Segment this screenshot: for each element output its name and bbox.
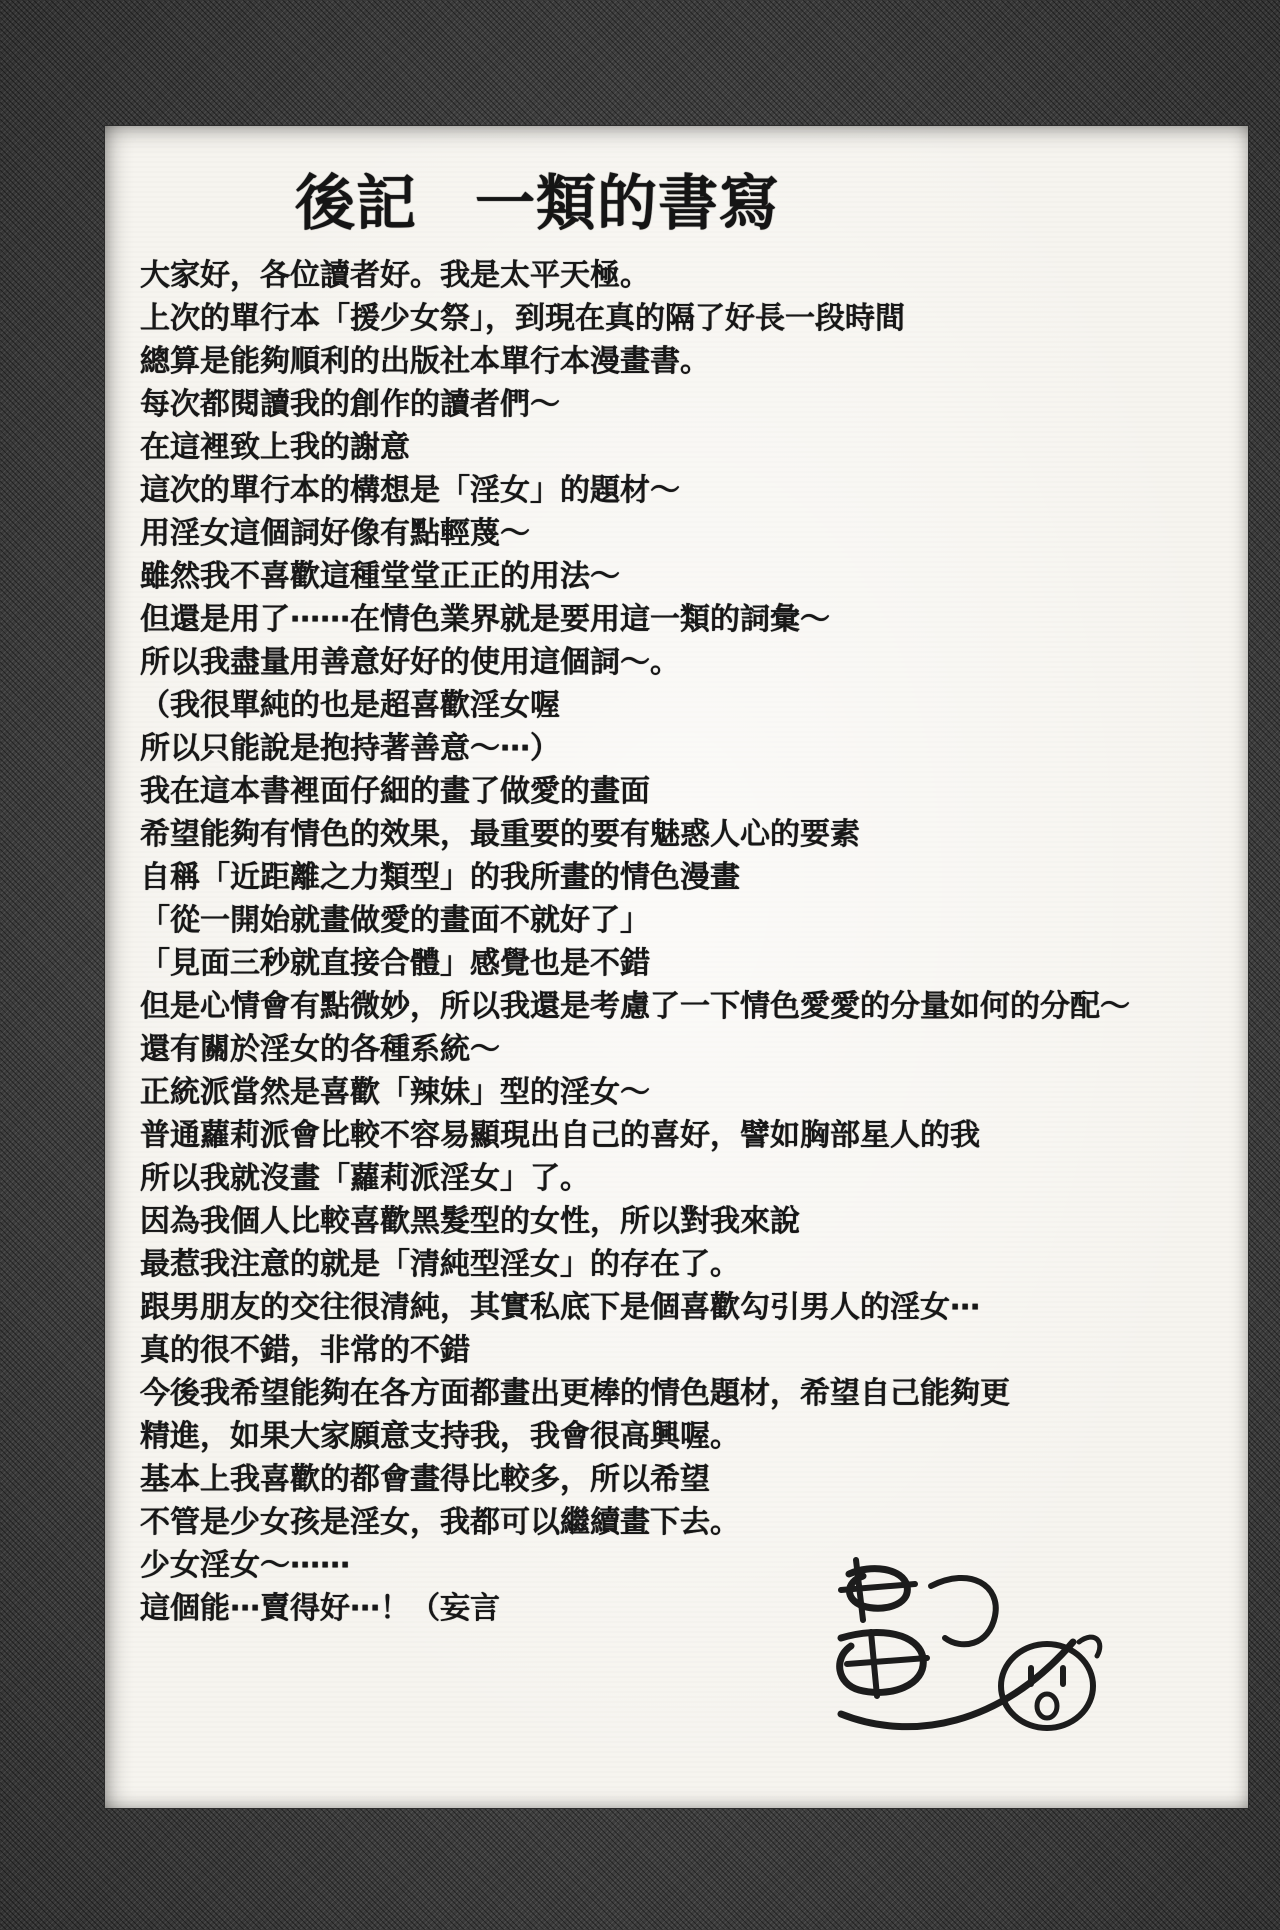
text-line: 真的很不錯，非常的不錯 [140,1333,470,1368]
text-line: 普通蘿莉派會比較不容易顯現出自己的喜好，譬如胸部星人的我 [140,1118,980,1153]
text-line: 跟男朋友的交往很清純，其實私底下是個喜歡勾引男人的淫女⋯ [140,1290,980,1325]
text-line: 每次都閱讀我的創作的讀者們～ [140,387,560,422]
text-line: 希望能夠有情色的效果，最重要的要有魅惑人心的要素 [140,817,860,852]
afterword-text [140,254,1235,1630]
text-line: 但還是用了⋯⋯在情色業界就是要用這一類的詞彙～ [140,602,830,637]
author-signature-doodle [811,1546,1111,1756]
text-line: 不管是少女孩是淫女，我都可以繼續畫下去。 [140,1505,740,1540]
text-line: 所以我就沒畫「蘿莉派淫女」了。 [140,1161,590,1196]
text-line: 雖然我不喜歡這種堂堂正正的用法～ [140,559,620,594]
text-line: 還有關於淫女的各種系統～ [140,1032,500,1067]
text-line: 「從一開始就畫做愛的畫面不就好了」 [140,903,650,938]
text-line: 用淫女這個詞好像有點輕蔑～ [140,516,530,551]
text-line: 「見面三秒就直接合體」感覺也是不錯 [140,946,650,981]
text-line: 這次的單行本的構想是「淫女」的題材～ [140,473,680,508]
text-line: 但是心情會有點微妙，所以我還是考慮了一下情色愛愛的分量如何的分配～ [140,989,1130,1024]
text-line: 這個能⋯賣得好⋯！（妄言 [140,1591,500,1626]
text-line: 所以只能說是抱持著善意～⋯） [140,731,560,766]
book-page [105,126,1248,1808]
page-title-right: 一類的書寫 [475,169,780,239]
text-line: 因為我個人比較喜歡黑髮型的女性，所以對我來說 [140,1204,800,1239]
page-title-left: 後記 [295,169,417,239]
text-line: 在這裡致上我的謝意 [140,430,410,465]
text-line: 所以我盡量用善意好好的使用這個詞～。 [140,645,680,680]
text-line: （我很單純的也是超喜歡淫女喔 [140,688,560,723]
text-line: 今後我希望能夠在各方面都畫出更棒的情色題材，希望自己能夠更 [140,1376,1010,1411]
text-line: 自稱「近距離之力類型」的我所畫的情色漫畫 [140,860,740,895]
text-line: 少女淫女～⋯⋯ [140,1548,350,1583]
text-line: 精進，如果大家願意支持我，我會很高興喔。 [140,1419,740,1454]
text-line: 上次的單行本「援少女祭」，到現在真的隔了好長一段時間 [140,301,905,336]
text-line: 正統派當然是喜歡「辣妹」型的淫女～ [140,1075,650,1110]
text-line: 最惹我注意的就是「清純型淫女」的存在了。 [140,1247,740,1282]
text-line: 大家好，各位讀者好。我是太平天極。 [140,258,650,293]
text-line: 總算是能夠順利的出版社本單行本漫畫書。 [140,344,710,379]
text-line: 基本上我喜歡的都會畫得比較多，所以希望 [140,1462,710,1497]
page-title [295,156,780,242]
text-line: 我在這本書裡面仔細的畫了做愛的畫面 [140,774,650,809]
